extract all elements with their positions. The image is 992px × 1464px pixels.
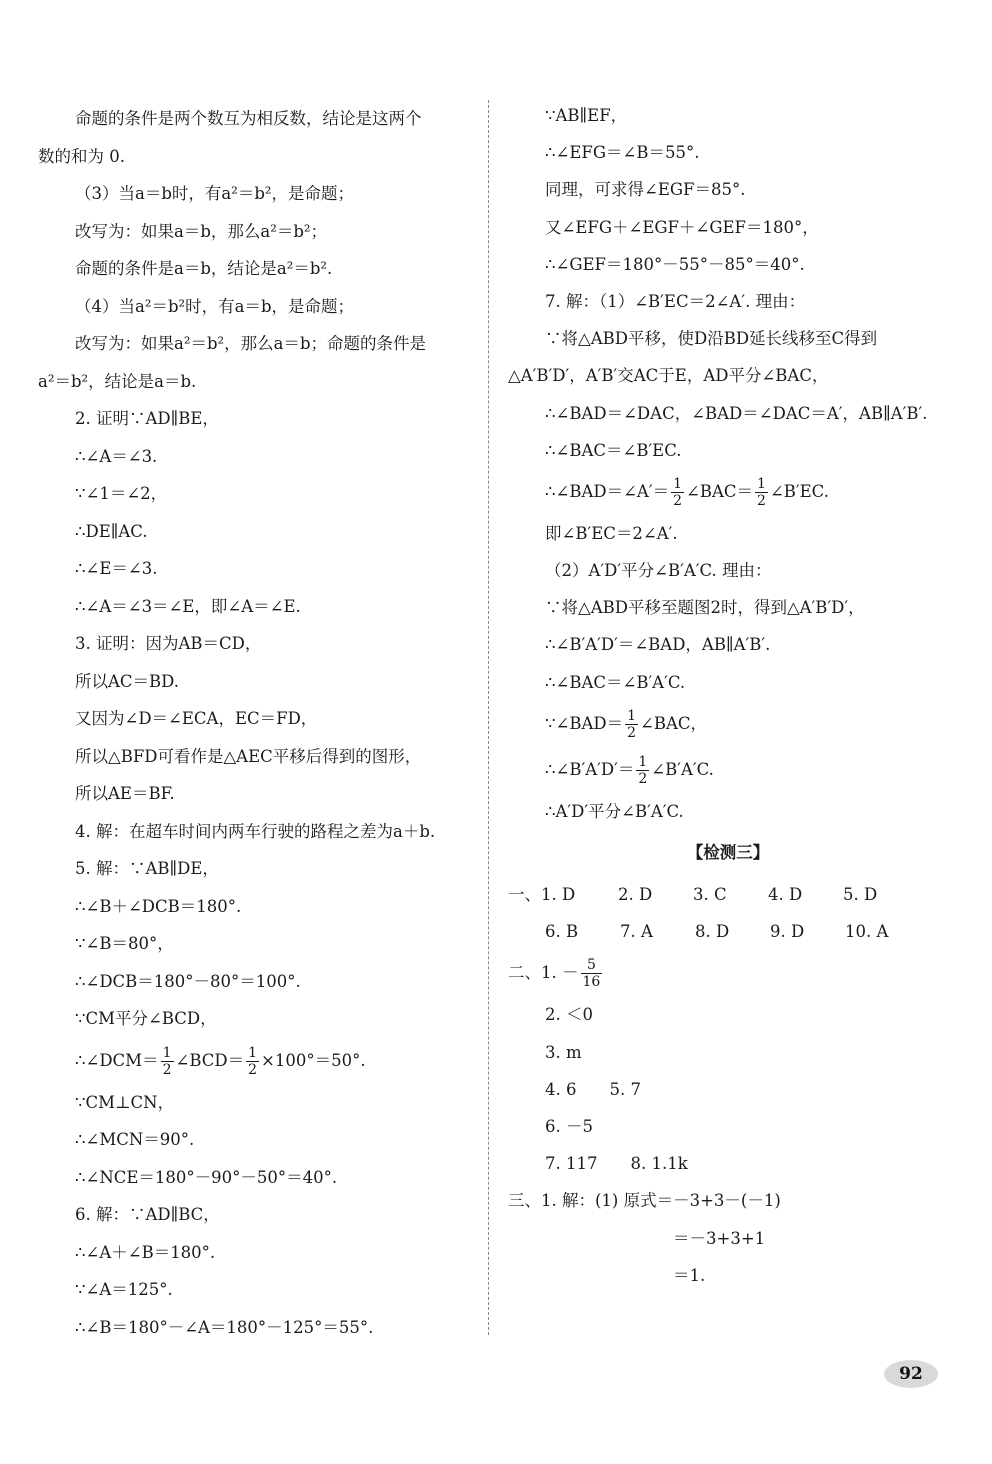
answer-item: 6. B bbox=[545, 922, 579, 942]
text-segment: 二、1. － bbox=[508, 963, 579, 983]
text-line: △A′B′D′，A′B′交AC于E，AD平分∠BAC， bbox=[508, 366, 829, 386]
text-line: ∴∠MCN＝90°. bbox=[75, 1130, 195, 1149]
fraction-numerator: 1 bbox=[248, 1044, 258, 1061]
text-line: 3. m bbox=[545, 1042, 582, 1062]
fraction-denominator: 2 bbox=[638, 770, 648, 787]
text-line: 所以AE＝BF. bbox=[75, 784, 175, 803]
fraction-numerator: 1 bbox=[757, 475, 766, 492]
text-line: 6. －5 bbox=[545, 1116, 593, 1136]
text-line: 所以AC＝BD. bbox=[75, 671, 180, 691]
text-line bbox=[508, 701, 948, 747]
text-line: 改写为：如果a＝b，那么a²＝b²； bbox=[75, 221, 328, 241]
text-line: 7. 117 8. 1.1k bbox=[545, 1154, 688, 1174]
text-line: ∴∠DCB＝180°－80°＝100°. bbox=[75, 971, 301, 991]
text-line: 7. 解：（1）∠B′EC＝2∠A′. 理由： bbox=[545, 291, 806, 311]
text-line: ∵∠B＝80°， bbox=[75, 934, 174, 953]
text-line: ∵CM⊥CN， bbox=[75, 1092, 175, 1112]
answer-item: 3. C bbox=[693, 885, 727, 904]
right-column bbox=[508, 97, 948, 1294]
text-line: ∴∠BAC＝∠B′A′C. bbox=[545, 672, 686, 692]
text-line: ∴∠EFG＝∠B＝55°. bbox=[545, 143, 700, 163]
text-line: 5. 解：∵AB∥DE， bbox=[75, 859, 219, 878]
text-line: ∴∠NCE＝180°－90°－50°＝40°. bbox=[75, 1167, 338, 1187]
fraction bbox=[246, 1045, 259, 1078]
fraction bbox=[636, 754, 649, 787]
answer-row bbox=[508, 913, 948, 950]
text-line: 即∠B′EC＝2∠A′. bbox=[545, 523, 678, 543]
answer-item: 5. D bbox=[843, 885, 878, 904]
text-segment: ∴∠B′A′D′＝ bbox=[545, 759, 635, 779]
answer-item: 2. D bbox=[618, 885, 653, 904]
section-heading: 【检测三】 bbox=[686, 843, 770, 862]
text-line: ∴DE∥AC. bbox=[75, 521, 148, 541]
text-line: ∴∠BAC＝∠B′EC. bbox=[545, 440, 682, 460]
text-line: ∵∠1＝∠2， bbox=[75, 484, 168, 503]
answer-item: 8. D bbox=[695, 922, 730, 942]
text-line: 4. 解：在超车时间内两车行驶的路程之差为a＋b. bbox=[75, 821, 436, 841]
answer-item: 4. D bbox=[768, 885, 803, 904]
text-line: ∴∠A＝∠3. bbox=[75, 446, 158, 466]
text-segment: ∠B′EC. bbox=[769, 481, 829, 501]
text-line: ∴A′D′平分∠B′A′C. bbox=[545, 801, 684, 821]
text-line: ∴∠E＝∠3. bbox=[75, 559, 158, 578]
text-line: 数的和为 0. bbox=[38, 146, 125, 166]
answer-item: 9. D bbox=[770, 922, 805, 942]
answer-item: 一、1. D bbox=[508, 885, 576, 904]
text-segment: ∴∠DCM＝ bbox=[75, 1050, 159, 1070]
text-line bbox=[508, 469, 948, 515]
text-line: 又因为∠D＝∠ECA，EC＝FD， bbox=[75, 709, 318, 728]
text-line: ∴∠B′A′D′＝∠BAD，AB∥A′B′. bbox=[545, 635, 771, 655]
text-line: 所以△BFD可看作是△AEC平移后得到的图形， bbox=[75, 746, 422, 766]
text-line: 又∠EFG＋∠EGF＋∠GEF＝180°， bbox=[545, 217, 819, 237]
text-line: ∴∠B＝180°－∠A＝180°－125°＝55°. bbox=[75, 1317, 374, 1337]
fraction-numerator: 1 bbox=[162, 1044, 172, 1061]
fraction-denominator: 2 bbox=[673, 492, 683, 509]
text-line: 三、1. 解：(1) 原式＝－3+3－(－1) bbox=[508, 1191, 781, 1211]
text-line: ∴∠BAD＝∠DAC，∠BAD＝∠DAC＝A′，AB∥A′B′. bbox=[545, 403, 928, 423]
text-line: ∵将△ABD平移，使D沿BD延长线移至C得到 bbox=[545, 329, 878, 349]
text-segment: ×100°＝50°. bbox=[261, 1050, 366, 1070]
fraction-numerator: 1 bbox=[638, 753, 648, 770]
fraction bbox=[581, 957, 603, 990]
text-line: ∴∠B＋∠DCB＝180°. bbox=[75, 896, 242, 916]
text-line bbox=[38, 1038, 478, 1084]
text-line: 命题的条件是a＝b，结论是a²＝b². bbox=[75, 259, 333, 278]
text-line: ∵∠A＝125°. bbox=[75, 1280, 173, 1299]
fraction bbox=[161, 1045, 174, 1078]
text-line: 命题的条件是两个数互为相反数，结论是这两个 bbox=[75, 109, 422, 128]
text-segment: ∵∠BAD＝ bbox=[545, 713, 624, 733]
text-line: ∵AB∥EF， bbox=[545, 106, 628, 125]
fraction bbox=[625, 708, 638, 741]
text-line: ∵将△ABD平移至题图2时，得到△A′B′D′， bbox=[545, 598, 865, 618]
fraction bbox=[671, 476, 684, 509]
answer-item: 10. A bbox=[845, 922, 889, 942]
text-line: a²＝b²，结论是a＝b. bbox=[38, 371, 197, 391]
column-divider bbox=[488, 100, 489, 1335]
text-line: ∵CM平分∠BCD， bbox=[75, 1009, 217, 1028]
text-line bbox=[508, 950, 948, 996]
fraction-numerator: 1 bbox=[627, 707, 637, 724]
fraction-denominator: 2 bbox=[627, 724, 637, 741]
text-line: （4）当a²＝b²时，有a＝b，是命题； bbox=[75, 296, 355, 316]
text-line: 2. 证明∵AD∥BE， bbox=[75, 409, 219, 428]
text-line: ∴∠GEF＝180°－55°－85°＝40°. bbox=[545, 254, 805, 274]
fraction-denominator: 2 bbox=[162, 1061, 172, 1078]
fraction-denominator: 2 bbox=[757, 492, 766, 509]
text-segment: ∴∠BAD＝∠A′＝ bbox=[545, 481, 670, 501]
page-number: 92 bbox=[884, 1360, 938, 1388]
text-segment: ∠B′A′C. bbox=[651, 759, 714, 779]
answer-item: 7. A bbox=[620, 922, 653, 942]
text-segment: ∠BCD＝ bbox=[175, 1050, 245, 1070]
text-line: 同理，可求得∠EGF＝85°. bbox=[545, 180, 746, 200]
left-column bbox=[38, 100, 478, 1346]
fraction-numerator: 1 bbox=[673, 475, 683, 492]
text-line: 2. ＜0 bbox=[545, 1005, 593, 1025]
text-line: ＝1. bbox=[673, 1265, 706, 1285]
text-line: ∴∠A＋∠B＝180°. bbox=[75, 1242, 216, 1262]
text-line: ＝－3+3+1 bbox=[673, 1228, 766, 1248]
fraction-denominator: 2 bbox=[248, 1061, 258, 1078]
text-line: （3）当a＝b时，有a²＝b²，是命题； bbox=[75, 184, 355, 203]
text-line bbox=[508, 747, 948, 793]
text-line: 改写为：如果a²＝b²，那么a＝b；命题的条件是 bbox=[75, 334, 427, 353]
text-segment: ∠BAC＝ bbox=[686, 481, 754, 501]
text-line: （2）A′D′平分∠B′A′C. 理由： bbox=[545, 561, 772, 581]
text-line: 3. 证明：因为AB＝CD， bbox=[75, 634, 262, 653]
text-line: ∴∠A＝∠3＝∠E，即∠A＝∠E. bbox=[75, 596, 301, 616]
text-line: 6. 解：∵AD∥BC， bbox=[75, 1205, 220, 1224]
text-segment: ∠BAC， bbox=[640, 713, 708, 733]
fraction bbox=[755, 476, 768, 509]
fraction-numerator: 5 bbox=[581, 957, 603, 974]
answer-row bbox=[508, 876, 948, 913]
text-line: 4. 6 5. 7 bbox=[545, 1079, 641, 1099]
fraction-denominator: 16 bbox=[582, 974, 601, 991]
